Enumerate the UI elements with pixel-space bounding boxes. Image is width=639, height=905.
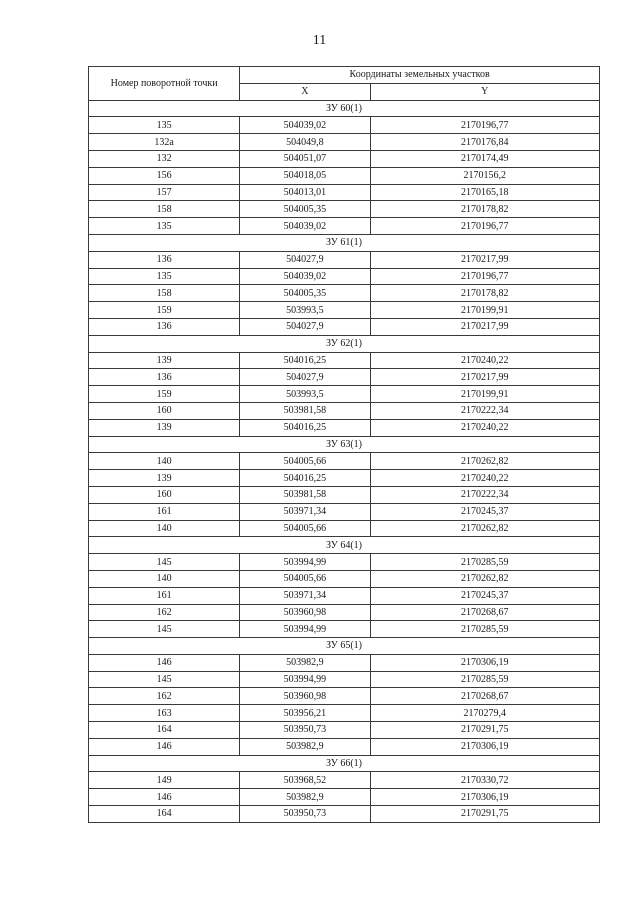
section-title: ЗУ 60(1) [89, 100, 600, 117]
point-number-cell: 135 [89, 117, 240, 134]
table-row [89, 722, 600, 739]
y-coordinate-cell: 2170262,82 [370, 520, 599, 537]
x-coordinate-cell: 503982,9 [240, 654, 370, 671]
y-coordinate-cell: 2170306,19 [370, 654, 599, 671]
section-header-row [89, 537, 600, 554]
x-coordinate-cell: 504016,25 [240, 352, 370, 369]
table-row [89, 671, 600, 688]
section-header-row [89, 335, 600, 352]
table-row [89, 285, 600, 302]
point-number-cell: 161 [89, 503, 240, 520]
x-coordinate-cell: 504005,66 [240, 520, 370, 537]
point-number-cell: 135 [89, 268, 240, 285]
table-row [89, 419, 600, 436]
point-number-cell: 159 [89, 386, 240, 403]
x-coordinate-cell: 503950,73 [240, 806, 370, 823]
table-row [89, 772, 600, 789]
table-row [89, 738, 600, 755]
y-coordinate-cell: 2170178,82 [370, 285, 599, 302]
point-number-cell: 162 [89, 688, 240, 705]
table-row [89, 705, 600, 722]
table-body [89, 100, 600, 822]
point-number-cell: 139 [89, 352, 240, 369]
y-coordinate-cell: 2170199,91 [370, 302, 599, 319]
y-coordinate-cell: 2170176,84 [370, 134, 599, 151]
x-coordinate-cell: 504005,66 [240, 453, 370, 470]
table-row [89, 688, 600, 705]
y-coordinate-cell: 2170217,99 [370, 369, 599, 386]
y-coordinate-cell: 2170156,2 [370, 167, 599, 184]
y-coordinate-cell: 2170306,19 [370, 789, 599, 806]
point-number-cell: 160 [89, 486, 240, 503]
x-coordinate-cell: 503971,34 [240, 503, 370, 520]
y-coordinate-cell: 2170291,75 [370, 806, 599, 823]
y-coordinate-cell: 2170330,72 [370, 772, 599, 789]
y-coordinate-cell: 2170199,91 [370, 386, 599, 403]
point-number-cell: 140 [89, 570, 240, 587]
page-number: 11 [312, 33, 327, 48]
x-coordinate-cell: 503981,58 [240, 486, 370, 503]
point-number-cell: 156 [89, 167, 240, 184]
x-coordinate-cell: 504005,66 [240, 570, 370, 587]
x-coordinate-cell: 504027,9 [240, 251, 370, 268]
y-coordinate-cell: 2170291,75 [370, 722, 599, 739]
y-coordinate-cell: 2170240,22 [370, 352, 599, 369]
table-row [89, 470, 600, 487]
y-coordinate-cell: 2170178,82 [370, 201, 599, 218]
x-coordinate-cell: 504018,05 [240, 167, 370, 184]
x-coordinate-cell: 504027,9 [240, 318, 370, 335]
table-row [89, 570, 600, 587]
y-coordinate-cell: 2170262,82 [370, 570, 599, 587]
y-coordinate-cell: 2170279,4 [370, 705, 599, 722]
point-number-cell: 145 [89, 671, 240, 688]
point-number-cell: 132а [89, 134, 240, 151]
table-row [89, 587, 600, 604]
table-row [89, 503, 600, 520]
y-coordinate-cell: 2170217,99 [370, 318, 599, 335]
table-row [89, 654, 600, 671]
table-row [89, 201, 600, 218]
x-coordinate-cell: 503994,99 [240, 554, 370, 571]
table-row [89, 251, 600, 268]
x-coordinate-cell: 504016,25 [240, 419, 370, 436]
point-number-cell: 139 [89, 419, 240, 436]
point-number-cell: 146 [89, 654, 240, 671]
point-number-cell: 157 [89, 184, 240, 201]
point-number-cell: 164 [89, 806, 240, 823]
x-coordinate-cell: 503960,98 [240, 688, 370, 705]
y-coordinate-cell: 2170285,59 [370, 671, 599, 688]
x-coordinate-cell: 503950,73 [240, 722, 370, 739]
point-number-cell: 158 [89, 285, 240, 302]
point-number-cell: 140 [89, 520, 240, 537]
x-coordinate-cell: 504016,25 [240, 470, 370, 487]
x-coordinate-cell: 503971,34 [240, 587, 370, 604]
x-coordinate-cell: 503993,5 [240, 386, 370, 403]
x-coordinate-cell: 504039,02 [240, 117, 370, 134]
y-coordinate-cell: 2170245,37 [370, 503, 599, 520]
y-coordinate-cell: 2170222,34 [370, 402, 599, 419]
y-coordinate-cell: 2170268,67 [370, 604, 599, 621]
y-coordinate-cell: 2170262,82 [370, 453, 599, 470]
table-row [89, 453, 600, 470]
table-row [89, 218, 600, 235]
y-coordinate-cell: 2170196,77 [370, 218, 599, 235]
point-number-cell: 136 [89, 251, 240, 268]
y-coordinate-cell: 2170285,59 [370, 554, 599, 571]
point-number-cell: 140 [89, 453, 240, 470]
y-coordinate-cell: 2170222,34 [370, 486, 599, 503]
y-coordinate-cell: 2170174,49 [370, 150, 599, 167]
table-row [89, 150, 600, 167]
header-y: Y [370, 83, 599, 100]
point-number-cell: 146 [89, 789, 240, 806]
y-coordinate-cell: 2170217,99 [370, 251, 599, 268]
x-coordinate-cell: 503968,52 [240, 772, 370, 789]
section-header-row [89, 638, 600, 655]
point-number-cell: 158 [89, 201, 240, 218]
point-number-cell: 161 [89, 587, 240, 604]
point-number-cell: 135 [89, 218, 240, 235]
x-coordinate-cell: 503960,98 [240, 604, 370, 621]
section-title: ЗУ 64(1) [89, 537, 600, 554]
point-number-cell: 163 [89, 705, 240, 722]
y-coordinate-cell: 2170196,77 [370, 117, 599, 134]
y-coordinate-cell: 2170196,77 [370, 268, 599, 285]
point-number-cell: 136 [89, 318, 240, 335]
y-coordinate-cell: 2170240,22 [370, 419, 599, 436]
x-coordinate-cell: 503993,5 [240, 302, 370, 319]
x-coordinate-cell: 503982,9 [240, 738, 370, 755]
point-number-cell: 146 [89, 738, 240, 755]
point-number-cell: 145 [89, 621, 240, 638]
y-coordinate-cell: 2170268,67 [370, 688, 599, 705]
x-coordinate-cell: 504039,02 [240, 268, 370, 285]
table-row [89, 167, 600, 184]
header-point-number: Номер поворотной точки [89, 67, 240, 101]
y-coordinate-cell: 2170306,19 [370, 738, 599, 755]
table-row [89, 789, 600, 806]
section-title: ЗУ 63(1) [89, 436, 600, 453]
x-coordinate-cell: 503994,99 [240, 621, 370, 638]
x-coordinate-cell: 504039,02 [240, 218, 370, 235]
point-number-cell: 164 [89, 722, 240, 739]
section-title: ЗУ 61(1) [89, 234, 600, 251]
x-coordinate-cell: 503994,99 [240, 671, 370, 688]
section-header-row [89, 234, 600, 251]
point-number-cell: 162 [89, 604, 240, 621]
table-row [89, 184, 600, 201]
x-coordinate-cell: 504049,8 [240, 134, 370, 151]
x-coordinate-cell: 504005,35 [240, 201, 370, 218]
header-land-coordinates: Координаты земельных участков [240, 67, 600, 84]
table-row [89, 302, 600, 319]
section-title: ЗУ 62(1) [89, 335, 600, 352]
table-row [89, 520, 600, 537]
section-title: ЗУ 65(1) [89, 638, 600, 655]
section-title: ЗУ 66(1) [89, 755, 600, 772]
y-coordinate-cell: 2170285,59 [370, 621, 599, 638]
x-coordinate-cell: 504013,01 [240, 184, 370, 201]
section-header-row [89, 755, 600, 772]
coordinates-table [88, 66, 600, 823]
y-coordinate-cell: 2170165,18 [370, 184, 599, 201]
point-number-cell: 159 [89, 302, 240, 319]
table-row [89, 386, 600, 403]
table-row [89, 402, 600, 419]
table-row [89, 352, 600, 369]
point-number-cell: 160 [89, 402, 240, 419]
table-row [89, 318, 600, 335]
table-row [89, 134, 600, 151]
point-number-cell: 139 [89, 470, 240, 487]
section-header-row [89, 100, 600, 117]
table-row [89, 806, 600, 823]
table-row [89, 554, 600, 571]
table-row [89, 621, 600, 638]
x-coordinate-cell: 504051,07 [240, 150, 370, 167]
point-number-cell: 136 [89, 369, 240, 386]
point-number-cell: 149 [89, 772, 240, 789]
y-coordinate-cell: 2170240,22 [370, 470, 599, 487]
x-coordinate-cell: 504027,9 [240, 369, 370, 386]
y-coordinate-cell: 2170245,37 [370, 587, 599, 604]
x-coordinate-cell: 503981,58 [240, 402, 370, 419]
point-number-cell: 145 [89, 554, 240, 571]
table-row [89, 604, 600, 621]
header-x: X [240, 83, 370, 100]
section-header-row [89, 436, 600, 453]
table-row [89, 117, 600, 134]
table-row [89, 369, 600, 386]
x-coordinate-cell: 503982,9 [240, 789, 370, 806]
table-row [89, 268, 600, 285]
table-row [89, 486, 600, 503]
x-coordinate-cell: 503956,21 [240, 705, 370, 722]
x-coordinate-cell: 504005,35 [240, 285, 370, 302]
point-number-cell: 132 [89, 150, 240, 167]
